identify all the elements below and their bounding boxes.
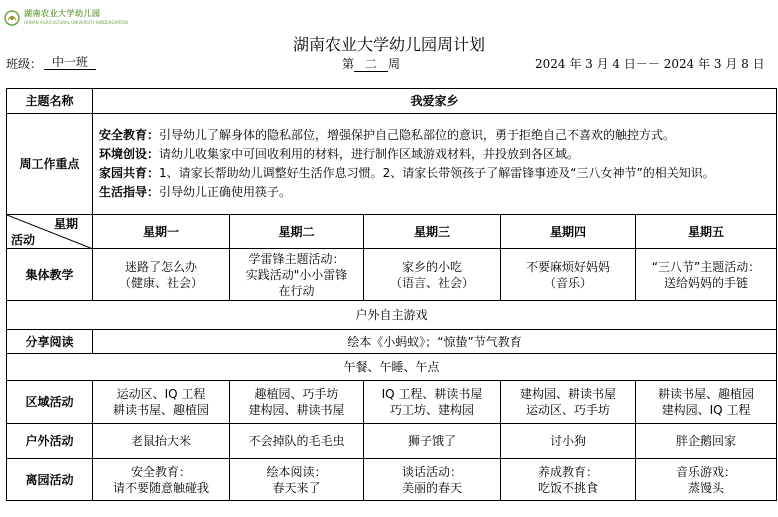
focus-item-safety: 安全教育：引导幼儿了解身体的隐私部位，增强保护自己隐私部位的意识，勇于拒绝自己不喜欢的触控方式。 <box>99 128 676 142</box>
area-activity-mon: 运动区、IQ 工程 耕读书屋、趣植园 <box>93 381 230 424</box>
leave-activity-fri: 音乐游戏： 蒸馒头 <box>636 459 777 501</box>
reading-label: 分享阅读 <box>7 330 93 354</box>
logo-emblem-icon <box>4 10 20 26</box>
day-header-mon: 星期一 <box>93 215 230 249</box>
plan-header <box>0 54 778 72</box>
corner-cell <box>7 215 93 249</box>
area-activity-tue: 趣植园、巧手坊 建构园、耕读书屋 <box>230 381 364 424</box>
free-play-row <box>7 301 777 330</box>
reading-row <box>7 330 777 354</box>
group-teaching-mon: 迷路了怎么办 （健康、社会） <box>93 249 230 301</box>
outdoor-activity-label: 户外活动 <box>7 424 93 459</box>
theme-label: 主题名称 <box>7 89 93 114</box>
day-header-wed: 星期三 <box>364 215 501 249</box>
logo-name-cn: 湖南农业大学幼儿园 <box>24 9 101 18</box>
outdoor-activity-mon: 老鼠抬大米 <box>93 424 230 459</box>
outdoor-activity-fri: 胖企鹅回家 <box>636 424 777 459</box>
group-teaching-tue: 学雷锋主题活动： 实践活动"小小雷锋 在行动 <box>230 249 364 301</box>
routine-row <box>7 354 777 381</box>
leave-activity-label: 离园活动 <box>7 459 93 501</box>
week-prefix: 第 <box>342 57 355 71</box>
theme-value: 我爱家乡 <box>93 89 777 114</box>
group-teaching-thu: 不要麻烦好妈妈 （音乐） <box>501 249 636 301</box>
group-teaching-fri: “三八节”主题活动： 送给妈妈的手链 <box>636 249 777 301</box>
day-header-fri: 星期五 <box>636 215 777 249</box>
leave-activity-mon: 安全教育： 请不要随意触碰我 <box>93 459 230 501</box>
theme-row <box>7 89 777 114</box>
day-header-tue: 星期二 <box>230 215 364 249</box>
class-label: 班级： <box>6 57 43 71</box>
page-title: 湖南农业大学幼儿园周计划 <box>292 35 485 54</box>
weekly-plan-table <box>6 88 777 501</box>
area-activity-wed: IQ 工程、耕读书屋 巧工坊、建构园 <box>364 381 501 424</box>
focus-item-life-guidance: 生活指导：引导幼儿正确使用筷子。 <box>99 185 292 199</box>
corner-activity-label: 活动 <box>11 233 36 247</box>
free-play-value: 户外自主游戏 <box>7 301 777 330</box>
group-teaching-label: 集体教学 <box>7 249 93 301</box>
group-teaching-wed: 家乡的小吃 （语言、社会） <box>364 249 501 301</box>
area-activity-label: 区域活动 <box>7 381 93 424</box>
area-activity-row <box>7 381 777 424</box>
corner-weekday-label: 星期 <box>53 217 78 231</box>
focus-row <box>7 114 777 215</box>
reading-value: 绘本《小蚂蚁》；“惊蛰”节气教育 <box>93 330 777 354</box>
week-number: 二 <box>354 57 388 72</box>
group-teaching-row <box>7 249 777 301</box>
outdoor-activity-tue: 不会掉队的毛毛虫 <box>230 424 364 459</box>
focus-content <box>93 114 777 215</box>
focus-item-environment: 环境创设：请幼儿收集家中可回收利用的材料，进行制作区域游戏材料，并投放到各区域。 <box>99 147 580 161</box>
date-range: 2024 年 3 月 4 日－－ 2024 年 3 月 8 日 <box>535 57 765 71</box>
weekday-header-row <box>7 215 777 249</box>
leave-activity-row <box>7 459 777 501</box>
class-value: 中一班 <box>44 55 96 70</box>
focus-item-home-school: 家园共育：1、请家长帮助幼儿调整好生活作息习惯。2、请家长带领孩子了解雷锋事迹及“三八女神节”的相关知识。 <box>99 166 715 180</box>
outdoor-activity-wed: 狮子饿了 <box>364 424 501 459</box>
leave-activity-thu: 养成教育： 吃饭不挑食 <box>501 459 636 501</box>
outdoor-activity-thu: 讨小狗 <box>501 424 636 459</box>
logo-name-en: HUNAN AGRICULTURAL UNIVERSITY KINDERGARTEN <box>24 20 128 25</box>
week-suffix: 周 <box>388 57 401 71</box>
routine-value: 午餐、午睡、午点 <box>7 354 777 381</box>
area-activity-fri: 耕读书屋、趣植园 建构园、IQ 工程 <box>636 381 777 424</box>
outdoor-activity-row <box>7 424 777 459</box>
leave-activity-wed: 谈话活动： 美丽的春天 <box>364 459 501 501</box>
day-header-thu: 星期四 <box>501 215 636 249</box>
kindergarten-logo <box>4 8 128 30</box>
week-indicator <box>342 55 400 72</box>
focus-label: 周工作重点 <box>7 114 93 215</box>
area-activity-thu: 建构园、耕读书屋 运动区、巧手坊 <box>501 381 636 424</box>
leave-activity-tue: 绘本阅读： 春天来了 <box>230 459 364 501</box>
